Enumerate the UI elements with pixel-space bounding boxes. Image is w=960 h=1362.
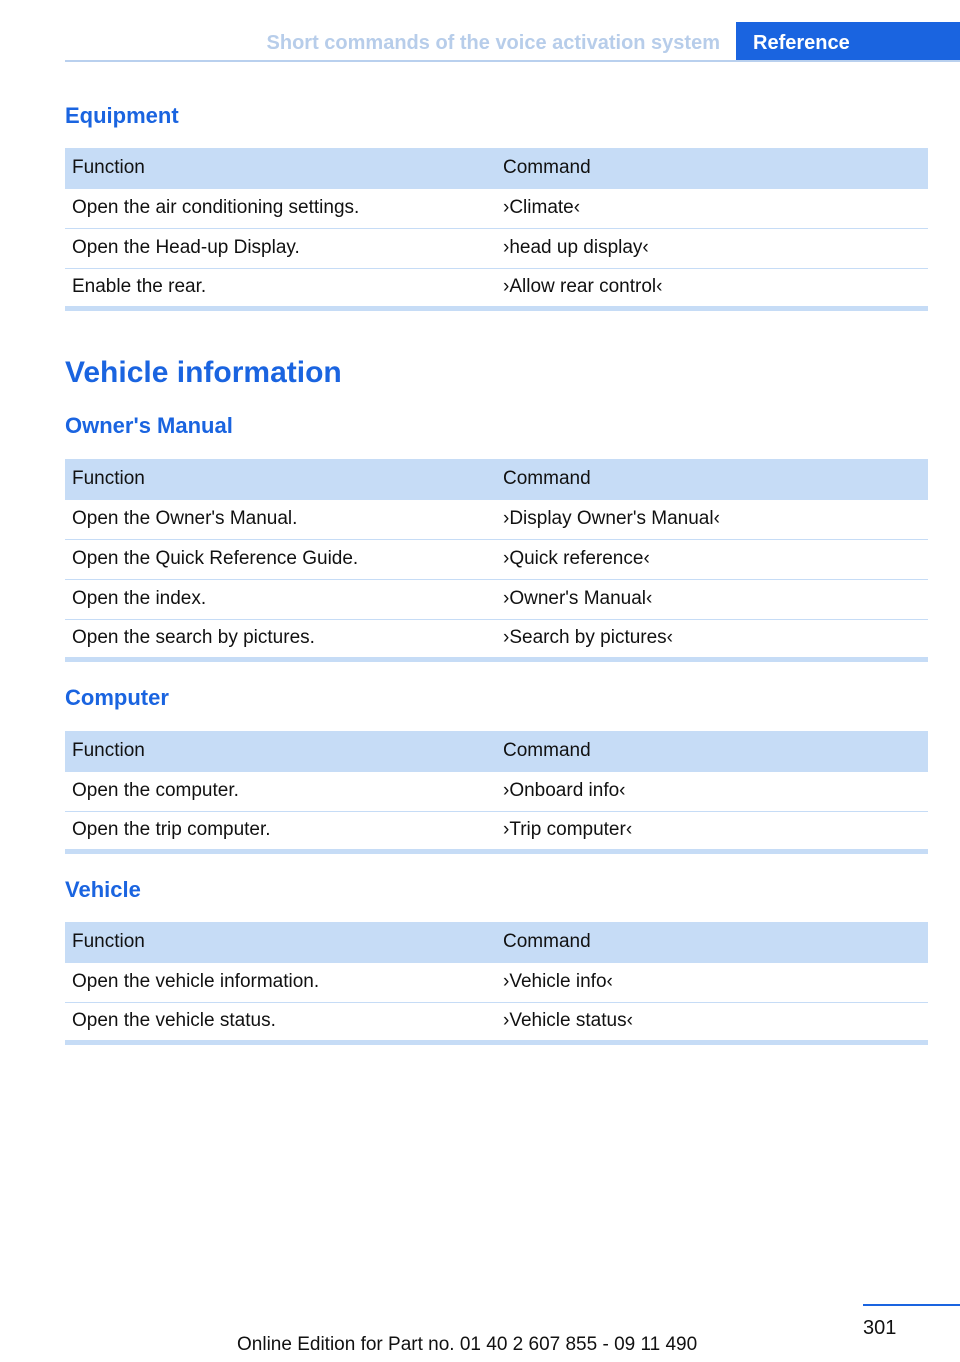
command-cell: ›Owner's Manual‹ xyxy=(496,579,928,619)
table-row xyxy=(65,228,928,268)
column-header-command: Command xyxy=(496,148,928,188)
function-cell: Enable the rear. xyxy=(65,268,496,308)
function-cell: Open the air conditioning settings. xyxy=(65,188,496,228)
column-header-function: Function xyxy=(65,148,496,188)
table-row xyxy=(65,268,928,308)
table-row xyxy=(65,771,928,811)
function-cell: Open the Owner's Manual. xyxy=(65,499,496,539)
table-row xyxy=(65,811,928,851)
function-cell: Open the computer. xyxy=(65,771,496,811)
command-cell: ›Climate‹ xyxy=(496,188,928,228)
command-cell: ›Trip computer‹ xyxy=(496,811,928,851)
table-header-row xyxy=(65,459,928,499)
function-cell: Open the search by pictures. xyxy=(65,619,496,659)
column-header-command: Command xyxy=(496,731,928,771)
column-header-function: Function xyxy=(65,459,496,499)
table-row xyxy=(65,539,928,579)
page-header xyxy=(65,22,960,62)
command-cell: ›Vehicle info‹ xyxy=(496,962,928,1002)
column-header-function: Function xyxy=(65,922,496,962)
equipment-heading: Equipment xyxy=(65,103,179,128)
table-header-row xyxy=(65,922,928,962)
function-cell: Open the Head-up Display. xyxy=(65,228,496,268)
column-header-function: Function xyxy=(65,731,496,771)
command-cell: ›Display Owner's Manual‹ xyxy=(496,499,928,539)
section-title: Short commands of the voice activation system xyxy=(266,32,720,54)
table-row xyxy=(65,579,928,619)
computer-heading: Computer xyxy=(65,685,169,710)
function-cell: Open the vehicle information. xyxy=(65,962,496,1002)
command-cell: ›Search by pictures‹ xyxy=(496,619,928,659)
table-row xyxy=(65,962,928,1002)
function-cell: Open the vehicle status. xyxy=(65,1002,496,1042)
owners-manual-heading: Owner's Manual xyxy=(65,413,233,438)
header-divider xyxy=(65,60,960,62)
vehicle-heading: Vehicle xyxy=(65,877,141,902)
command-cell: ›Allow rear control‹ xyxy=(496,268,928,308)
command-cell: ›Onboard info‹ xyxy=(496,771,928,811)
command-cell: ›head up display‹ xyxy=(496,228,928,268)
page-number: 301 xyxy=(863,1317,897,1339)
command-cell: ›Quick reference‹ xyxy=(496,539,928,579)
function-cell: Open the Quick Reference Guide. xyxy=(65,539,496,579)
command-cell: ›Vehicle status‹ xyxy=(496,1002,928,1042)
function-cell: Open the trip computer. xyxy=(65,811,496,851)
table-row xyxy=(65,619,928,659)
vehicle-information-heading: Vehicle information xyxy=(65,356,342,389)
vehicle-table xyxy=(65,922,928,1045)
computer-table xyxy=(65,731,928,854)
equipment-table xyxy=(65,148,928,311)
owners-manual-table xyxy=(65,459,928,662)
table-header-row xyxy=(65,731,928,771)
table-row xyxy=(65,499,928,539)
edition-footer: Online Edition for Part no. 01 40 2 607 855 - 09 11 490 xyxy=(237,1334,698,1355)
table-header-row xyxy=(65,148,928,188)
page-number-rule xyxy=(863,1304,960,1306)
chapter-tab: Reference xyxy=(736,22,960,62)
column-header-command: Command xyxy=(496,459,928,499)
function-cell: Open the index. xyxy=(65,579,496,619)
table-row xyxy=(65,1002,928,1042)
table-row xyxy=(65,188,928,228)
column-header-command: Command xyxy=(496,922,928,962)
